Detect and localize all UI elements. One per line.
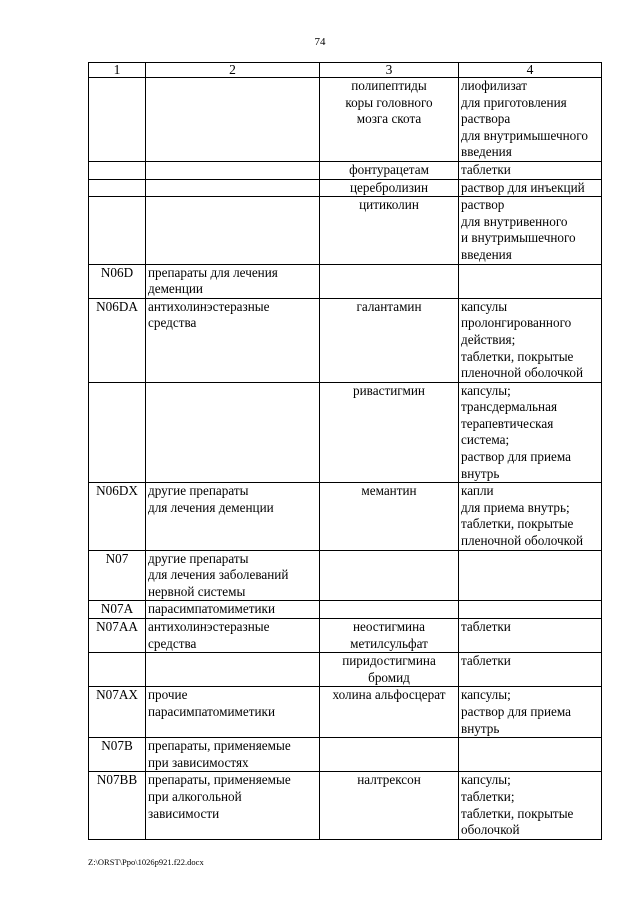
atc-code-cell: [89, 382, 146, 483]
atc-code-cell: [89, 197, 146, 264]
substance-cell: цитиколин: [320, 197, 459, 264]
group-name-cell: [146, 78, 320, 162]
dosage-form-cell: раствор для инъекций: [459, 179, 602, 197]
table-body: [89, 78, 602, 840]
atc-code-cell: [89, 179, 146, 197]
table-row: [89, 483, 602, 550]
group-name-cell: парасимпатомиметики: [146, 601, 320, 619]
atc-code-cell: N07AA: [89, 619, 146, 653]
atc-code-cell: [89, 653, 146, 687]
group-name-cell: [146, 161, 320, 179]
table-row: [89, 382, 602, 483]
group-name-cell: [146, 197, 320, 264]
table-row: [89, 653, 602, 687]
table-row: [89, 550, 602, 601]
dosage-form-cell: капсулы; трансдермальная терапевтическая система; раствор для приема внутрь: [459, 382, 602, 483]
atc-code-cell: N06DA: [89, 298, 146, 382]
table-row: [89, 78, 602, 162]
dosage-form-cell: таблетки: [459, 653, 602, 687]
table-row: [89, 619, 602, 653]
table-row: [89, 161, 602, 179]
substance-cell: ривастигмин: [320, 382, 459, 483]
column-header: 4: [459, 63, 602, 78]
atc-code-cell: N07AX: [89, 687, 146, 738]
dosage-form-cell: [459, 264, 602, 298]
group-name-cell: препараты для лечения деменции: [146, 264, 320, 298]
group-name-cell: другие препараты для лечения заболеваний нервной системы: [146, 550, 320, 601]
substance-cell: [320, 264, 459, 298]
footer-file-path: Z:\ORST\Ppo\1026p921.f22.docx: [88, 857, 204, 867]
substance-cell: галантамин: [320, 298, 459, 382]
dosage-form-cell: таблетки: [459, 619, 602, 653]
substance-cell: [320, 601, 459, 619]
column-header: 1: [89, 63, 146, 78]
group-name-cell: [146, 653, 320, 687]
substance-cell: церебролизин: [320, 179, 459, 197]
table-row: [89, 197, 602, 264]
substance-cell: неостигмина метилсульфат: [320, 619, 459, 653]
substance-cell: налтрексон: [320, 772, 459, 839]
group-name-cell: препараты, применяемые при зависимостях: [146, 738, 320, 772]
table-row: [89, 298, 602, 382]
substance-cell: пиридостигмина бромид: [320, 653, 459, 687]
atc-code-cell: N06D: [89, 264, 146, 298]
group-name-cell: [146, 179, 320, 197]
substance-cell: фонтурацетам: [320, 161, 459, 179]
atc-code-cell: N06DX: [89, 483, 146, 550]
substance-cell: полипептиды коры головного мозга скота: [320, 78, 459, 162]
table-row: [89, 687, 602, 738]
table-header-row: [89, 63, 602, 78]
atc-code-cell: N07B: [89, 738, 146, 772]
dosage-form-cell: [459, 601, 602, 619]
table-row: [89, 772, 602, 839]
dosage-form-cell: капсулы; раствор для приема внутрь: [459, 687, 602, 738]
substance-cell: мемантин: [320, 483, 459, 550]
atc-code-cell: N07: [89, 550, 146, 601]
table-row: [89, 264, 602, 298]
table-row: [89, 738, 602, 772]
column-header: 3: [320, 63, 459, 78]
table-row: [89, 179, 602, 197]
dosage-form-cell: капли для приема внутрь; таблетки, покрытые пленочной оболочкой: [459, 483, 602, 550]
atc-code-cell: N07A: [89, 601, 146, 619]
substance-cell: холина альфосцерат: [320, 687, 459, 738]
dosage-form-cell: капсулы; таблетки; таблетки, покрытые оболочкой: [459, 772, 602, 839]
substance-cell: [320, 738, 459, 772]
group-name-cell: антихолинэстеразные средства: [146, 298, 320, 382]
drug-table: [88, 62, 602, 840]
page-number: 74: [314, 36, 326, 48]
group-name-cell: антихолинэстеразные средства: [146, 619, 320, 653]
column-header: 2: [146, 63, 320, 78]
atc-code-cell: N07BB: [89, 772, 146, 839]
dosage-form-cell: раствор для внутривенного и внутримышечного введения: [459, 197, 602, 264]
dosage-form-cell: лиофилизат для приготовления раствора для внутримышечного введения: [459, 78, 602, 162]
dosage-form-cell: [459, 738, 602, 772]
dosage-form-cell: таблетки: [459, 161, 602, 179]
group-name-cell: препараты, применяемые при алкогольной зависимости: [146, 772, 320, 839]
group-name-cell: прочие парасимпатомиметики: [146, 687, 320, 738]
dosage-form-cell: капсулы пролонгированного действия; таблетки, покрытые пленочной оболочкой: [459, 298, 602, 382]
atc-code-cell: [89, 161, 146, 179]
substance-cell: [320, 550, 459, 601]
dosage-form-cell: [459, 550, 602, 601]
atc-code-cell: [89, 78, 146, 162]
group-name-cell: [146, 382, 320, 483]
group-name-cell: другие препараты для лечения деменции: [146, 483, 320, 550]
table-row: [89, 601, 602, 619]
